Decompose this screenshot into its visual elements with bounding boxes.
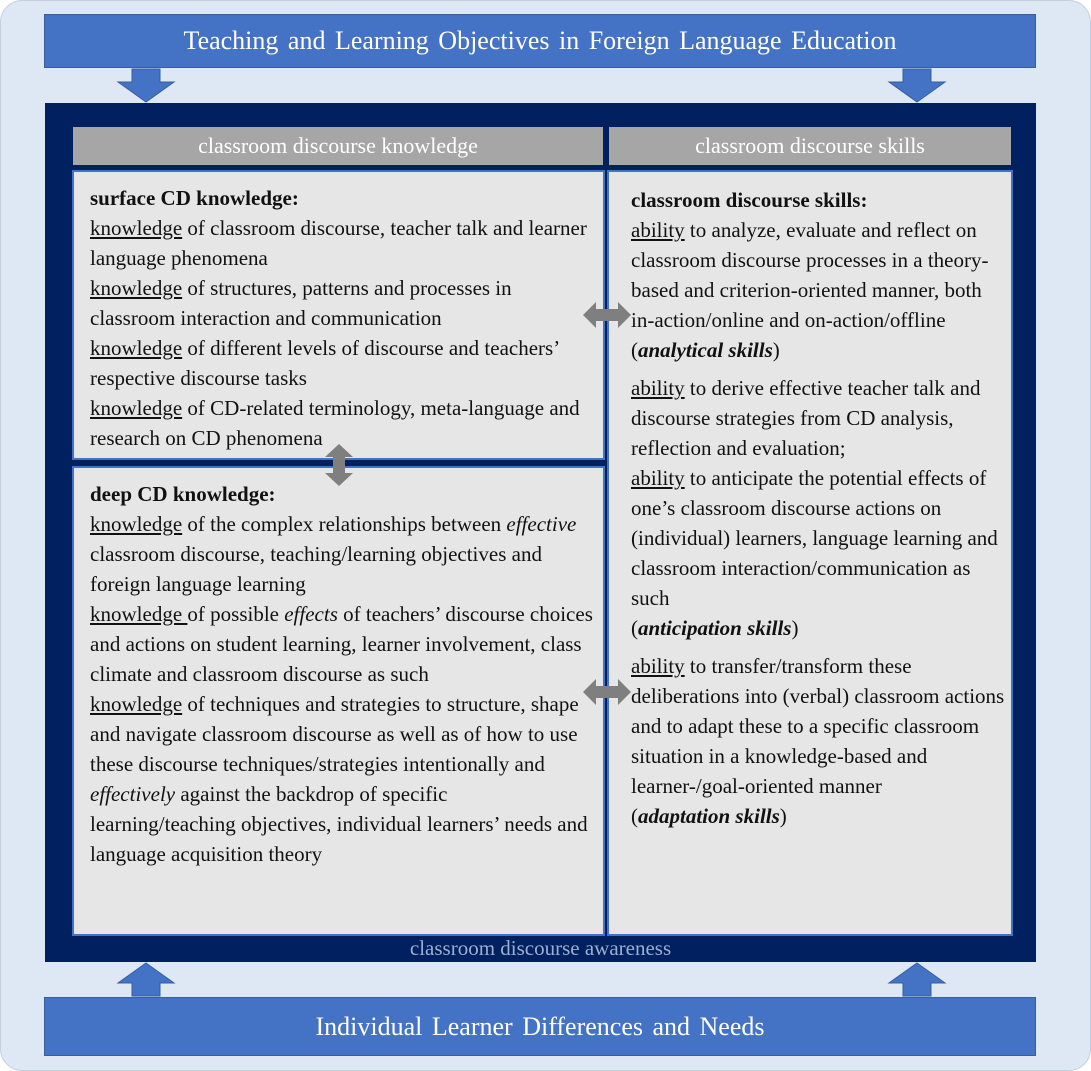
deep-item: knowledge of possible effects of teachers’ discourse choices and actions on student learning, learner involvement, class climate and classroom discourse as such: [90, 602, 593, 686]
surface-knowledge-box: [72, 170, 605, 460]
surface-item: knowledge of CD-related terminology, meta-language and research on CD phenomena: [90, 396, 580, 450]
bottom-banner-text: Individual Learner Differences and Needs: [315, 1011, 765, 1041]
top-banner: [44, 14, 1036, 68]
down-arrow-right-icon: [887, 68, 947, 104]
down-arrow-left-icon: [116, 68, 176, 104]
double-arrow-vertical-icon: [325, 444, 353, 486]
up-arrow-right-icon: [887, 961, 947, 997]
deep-item: knowledge of techniques and strategies to structure, shape and navigate classroom discourse as well as of how to use these discourse techniques/strategies intentionally and effectively against the backdrop of specific learning/teaching objectives, individual learners’ needs and language acquisition theory: [90, 692, 588, 866]
double-arrow-horizontal-icon: [583, 302, 631, 328]
skill-item-analytical: ability to analyze, evaluate and reflect on classroom discourse processes in a theory-based and criterion-oriented manner, both in-action/online and on-action/offline (analytical skills): [631, 218, 989, 362]
skills-title: classroom discourse skills:: [631, 188, 868, 212]
surface-item: knowledge of different levels of discourse and teachers’ respective discourse tasks: [90, 336, 559, 390]
knowledge-header: classroom discourse knowledge: [73, 127, 603, 165]
skills-box: [607, 170, 1013, 936]
awareness-label: classroom discourse awareness: [409, 936, 672, 960]
skill-item-derive: ability to derive effective teacher talk and discourse strategies from CD analysis, reflection and evaluation;: [631, 376, 981, 460]
surface-item: knowledge of classroom discourse, teacher talk and learner language phenomena: [90, 216, 587, 270]
up-arrow-left-icon: [116, 961, 176, 997]
skills-header: classroom discourse skills: [609, 127, 1011, 165]
deep-item: knowledge of the complex relationships between effective classroom discourse, teaching/learning objectives and foreign language learning: [90, 512, 577, 596]
skill-item-anticipation: ability to anticipate the potential effects of one’s classroom discourse actions on (individual) learners, language learning and classroom interaction/communication as such (anticipation skills): [631, 466, 998, 640]
double-arrow-horizontal-icon: [583, 679, 631, 705]
skill-item-adaptation: ability to transfer/transform these deliberations into (verbal) classroom actions and to adapt these to a specific classroom situation in a knowledge-based and learner-/goal-oriented manner (adaptation skills): [631, 654, 1005, 828]
surface-title: surface CD knowledge:: [90, 186, 299, 210]
deep-title: deep CD knowledge:: [90, 482, 276, 506]
surface-item: knowledge of structures, patterns and processes in classroom interaction and communication: [90, 276, 512, 330]
deep-knowledge-box: [72, 466, 605, 936]
top-banner-text: Teaching and Learning Objectives in Foreign Language Education: [183, 26, 897, 55]
bottom-banner: [44, 997, 1036, 1056]
